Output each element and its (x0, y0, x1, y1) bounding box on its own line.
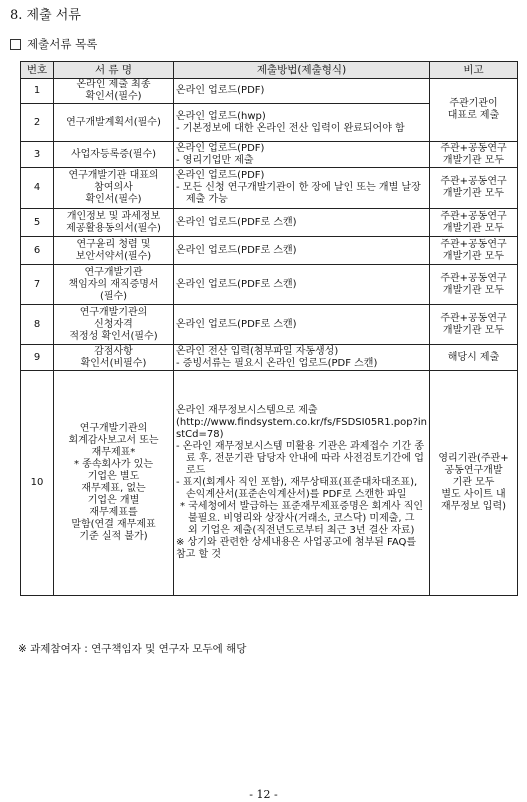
row-method (174, 345, 430, 371)
method-line: 온라인 업로드(hwp) (176, 110, 266, 122)
method-line: - 표지(회계사 직인 포함), 재무상태표(표준대차대조표), 손익계산서(표준손익계산서)를 PDF로 스캔한 파일 (176, 477, 418, 500)
table-row (21, 345, 518, 371)
row-note: 주관+공동연구 개발기관 모두 (430, 209, 518, 237)
method-line: - 증빙서류는 필요시 온라인 업로드(PDF 스캔) (176, 357, 378, 369)
row-no: 1 (21, 79, 54, 104)
row-note: 주관+공동연구 개발기관 모두 (430, 237, 518, 265)
table-row (21, 168, 518, 209)
row-doc-name: 감점사항 확인서(비필수) (54, 345, 174, 371)
method-line: 온라인 업로드(PDF로 스캔) (176, 216, 297, 228)
row-doc-name: 온라인 제출 최종 확인서(필수) (54, 79, 174, 104)
method-line: 온라인 업로드(PDF) (176, 85, 265, 96)
row-note: 해당시 제출 (430, 345, 518, 371)
row-no: 9 (21, 345, 54, 371)
header-doc-name: 서 류 명 (54, 62, 174, 79)
row-method (174, 209, 430, 237)
row-note: 주관+공동연구 개발기관 모두 (430, 168, 518, 209)
row-note: 주관기관이 대표로 제출 (430, 79, 518, 142)
section-title: 8. 제출 서류 (10, 8, 81, 23)
table-row (21, 142, 518, 168)
method-line: - 모든 신청 연구개발기관이 한 장에 날인 또는 개별 날장 제출 가능 (176, 182, 421, 205)
row-note: 주관+공동연구 개발기관 모두 (430, 305, 518, 345)
method-line: 온라인 전산 입력(첨부파일 자동생성) (176, 345, 339, 357)
row-method (174, 237, 430, 265)
subtitle (10, 36, 97, 52)
row-no: 7 (21, 265, 54, 305)
row-note: 영리기관(주관+ 공동연구개발 기관 모두 별도 사이트 내 재무정보 입력) (430, 371, 518, 596)
row-method (174, 371, 430, 596)
method-line: 온라인 업로드(PDF로 스캔) (176, 244, 297, 256)
table-row (21, 371, 518, 596)
method-line: - 온라인 재무정보시스템 미활용 기관은 과제접수 기간 종료 후, 전문기관 담당자 안내에 따라 사전검토기간에 업로드 (176, 441, 425, 476)
row-method (174, 168, 430, 209)
row-doc-name: 연구개발계획서(필수) (54, 104, 174, 142)
table-row (21, 305, 518, 345)
row-no: 5 (21, 209, 54, 237)
row-doc-name: 개인정보 및 과세정보 제공활용동의서(필수) (54, 209, 174, 237)
checkbox-square-icon (10, 39, 21, 50)
method-line: 온라인 업로드(PDF로 스캔) (176, 318, 297, 330)
header-no: 번호 (21, 62, 54, 79)
row-no: 6 (21, 237, 54, 265)
row-no: 8 (21, 305, 54, 345)
row-note: 주관+공동연구 개발기관 모두 (430, 265, 518, 305)
method-intro: 온라인 재무정보시스템으로 제출 (http://www.findsystem.co.kr/fs/FSDSI05R1.pop?instCd=78) (176, 405, 428, 440)
method-outro: ※ 상기와 관련한 상세내용은 사업공고에 첨부된 FAQ를 참고 할 것 (176, 537, 417, 560)
row-no: 4 (21, 168, 54, 209)
row-method (174, 265, 430, 305)
method-line: 온라인 업로드(PDF로 스캔) (176, 278, 297, 290)
page-number: - 12 - (249, 788, 278, 801)
row-doc-name: 연구개발기관 책임자의 재직증명서 (필수) (54, 265, 174, 305)
row-no: 10 (21, 371, 54, 596)
row-no: 2 (21, 104, 54, 142)
row-doc-name: 사업자등록증(필수) (54, 142, 174, 168)
row-method (174, 104, 430, 142)
row-method (174, 305, 430, 345)
method-line: 온라인 업로드(PDF) (176, 170, 265, 181)
header-method: 제출방법(제출형식) (174, 62, 430, 79)
table-row (21, 209, 518, 237)
table-row (21, 79, 518, 104)
table-header-row (21, 62, 518, 79)
row-method (174, 79, 430, 104)
row-doc-name: 연구개발기관의 회계감사보고서 또는 재무제표* * 종속회사가 있는 기업은 별도 재무제표, 없는 기업은 개별 재무제표를 말함(연결 재무제표 기준 실적 불가) (54, 371, 174, 596)
submission-documents-table (20, 61, 518, 596)
row-no: 3 (21, 142, 54, 168)
table-row (21, 265, 518, 305)
method-line: - 기본정보에 대한 온라인 전산 입력이 완료되어야 함 (176, 122, 405, 134)
method-line: 온라인 업로드(PDF) (176, 142, 265, 154)
table-row (21, 237, 518, 265)
row-note: 주관+공동연구 개발기관 모두 (430, 142, 518, 168)
subtitle-text: 제출서류 목록 (27, 37, 98, 51)
row-doc-name: 연구개발기관의 신청자격 적정성 확인서(필수) (54, 305, 174, 345)
row-method (174, 142, 430, 168)
row-doc-name: 연구개발기관 대표의 참여의사 확인서(필수) (54, 168, 174, 209)
footnote: ※ 과제참여자 : 연구책임자 및 연구자 모두에 해당 (18, 643, 247, 655)
header-note: 비고 (430, 62, 518, 79)
method-line: * 국세청에서 발급하는 표준재무제표증명은 회계사 직인 불필요. 비영리와 상장사(거래소, 코스닥) 미제출, 그 외 기업은 제출(직전년도로부터 최근 3년 결산 자료) (180, 501, 424, 536)
row-doc-name: 연구윤리 청렴 및 보안서약서(필수) (54, 237, 174, 265)
method-line: - 영리기업만 제출 (176, 154, 254, 166)
